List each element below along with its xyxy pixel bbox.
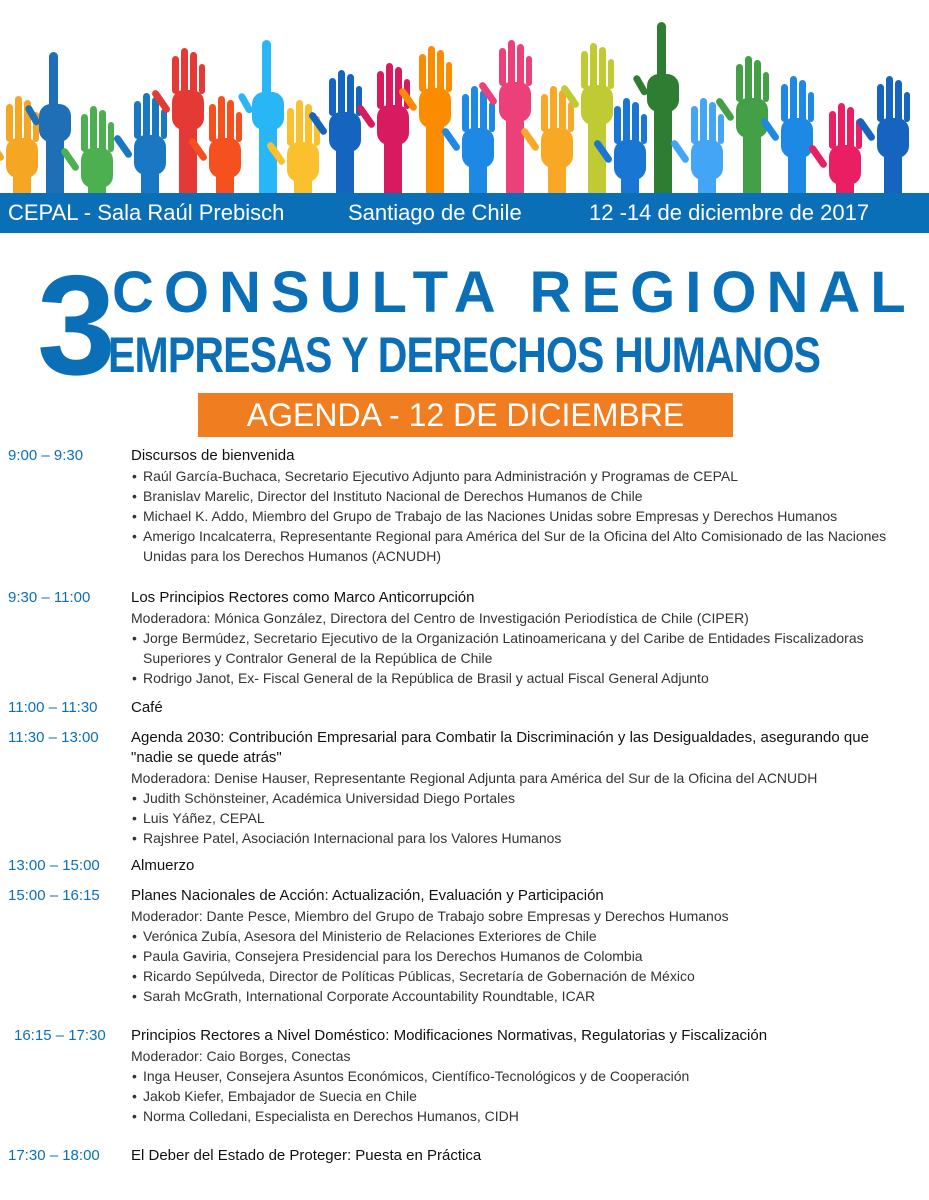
- session-time: 16:15 – 17:30: [14, 1027, 106, 1044]
- speaker-item: • Branislav Marelic, Director del Instituto Nacional de Derechos Humanos de Chile: [131, 486, 911, 506]
- session-content: [131, 856, 911, 876]
- speaker-item: • Luis Yáñez, CEPAL: [131, 808, 911, 828]
- speaker-item: • Jakob Kiefer, Embajador de Suecia en Chile: [131, 1086, 911, 1106]
- session-moderator: Moderador: Caio Borges, Conectas: [131, 1048, 351, 1064]
- speaker-item: • Verónica Zubía, Asesora del Ministerio de Relaciones Exteriores de Chile: [131, 926, 911, 946]
- session-content: [131, 698, 911, 718]
- event-info-bar: [0, 193, 929, 233]
- title-line-1: CONSULTA REGIONAL: [112, 260, 916, 325]
- speaker-item: • Paula Gaviria, Consejera Presidencial para los Derechos Humanos de Colombia: [131, 946, 911, 966]
- edition-number: 3: [37, 246, 112, 405]
- speaker-item: • Judith Schönsteiner, Académica Universidad Diego Portales: [131, 788, 911, 808]
- session-title: Los Principios Rectores como Marco Anticorrupción: [131, 589, 475, 606]
- speaker-list: [131, 466, 911, 566]
- session-time: 9:00 – 9:30: [8, 447, 84, 464]
- session-title: Planes Nacionales de Acción: Actualización, Evaluación y Participación: [131, 887, 604, 904]
- session-title: Discursos de bienvenida: [131, 447, 295, 464]
- raised-hands-banner: [0, 0, 929, 195]
- speaker-item: • Ricardo Sepúlveda, Director de Políticas Públicas, Secretaría de Gobernación de México: [131, 966, 911, 986]
- session-content: [131, 1146, 911, 1166]
- session-time: 13:00 – 15:00: [8, 857, 100, 874]
- speaker-item: • Amerigo Incalcaterra, Representante Regional para América del Sur de la Oficina del Alto Comisionado de las Naciones Unidas para los Derechos Humanos (ACNUDH): [131, 526, 911, 566]
- session-content: [131, 1026, 911, 1126]
- session-title: Café: [131, 699, 163, 716]
- speaker-item: • Rajshree Patel, Asociación Internacional para los Valores Humanos: [131, 828, 911, 848]
- session-content: [131, 588, 911, 688]
- title-line-2: EMPRESAS Y DERECHOS HUMANOS: [108, 327, 821, 383]
- event-venue: CEPAL - Sala Raúl Prebisch: [8, 200, 285, 225]
- session-content: [131, 886, 911, 1006]
- session-time: 11:30 – 13:00: [8, 729, 99, 746]
- speaker-list: [131, 1066, 911, 1126]
- speaker-item: • Inga Heuser, Consejera Asuntos Económicos, Científico-Tecnológicos y de Cooperación: [131, 1066, 911, 1086]
- session-content: [131, 446, 911, 566]
- speaker-item: • Rodrigo Janot, Ex- Fiscal General de la República de Brasil y actual Fiscal General Adjunto: [131, 668, 911, 688]
- speaker-list: [131, 788, 911, 848]
- session-title: Almuerzo: [131, 857, 195, 874]
- session-content: [131, 728, 911, 848]
- speaker-list: [131, 628, 911, 688]
- session-title: Agenda 2030: Contribución Empresarial para Combatir la Discriminación y las Desigualdades, asegurando que "nadie se quede atrás": [131, 729, 869, 766]
- event-city: Santiago de Chile: [348, 200, 522, 225]
- speaker-list: [131, 926, 911, 1006]
- session-moderator: Moderador: Dante Pesce, Miembro del Grupo de Trabajo sobre Empresas y Derechos Humanos: [131, 908, 729, 924]
- session-time: 9:30 – 11:00: [8, 589, 91, 606]
- raised-hands-illustration: [0, 0, 929, 195]
- event-dates: 12 -14 de diciembre de 2017: [589, 200, 870, 225]
- speaker-item: • Sarah McGrath, International Corporate Accountability Roundtable, ICAR: [131, 986, 911, 1006]
- speaker-item: • Michael K. Addo, Miembro del Grupo de Trabajo de las Naciones Unidas sobre Empresas y Derechos Humanos: [131, 506, 911, 526]
- session-title: Principios Rectores a Nivel Doméstico: Modificaciones Normativas, Regulatorias y Fiscalización: [131, 1027, 768, 1044]
- session-time: 11:00 – 11:30: [8, 699, 98, 716]
- speaker-item: • Norma Colledani, Especialista en Derechos Humanos, CIDH: [131, 1106, 911, 1126]
- agenda-date-heading: AGENDA - 12 DE DICIEMBRE: [198, 393, 733, 437]
- session-time: 17:30 – 18:00: [8, 1147, 100, 1164]
- session-moderator: Moderadora: Mónica González, Directora del Centro de Investigación Periodística de Chile (CIPER): [131, 610, 749, 626]
- session-title: El Deber del Estado de Proteger: Puesta en Práctica: [131, 1147, 482, 1164]
- speaker-item: • Raúl García-Buchaca, Secretario Ejecutivo Adjunto para Administración y Programas de CEPAL: [131, 466, 911, 486]
- speaker-item: • Jorge Bermúdez, Secretario Ejecutivo de la Organización Latinoamericana y del Caribe de Entidades Fiscalizadoras Superiores y Contralor General de la República de Chile: [131, 628, 911, 668]
- session-moderator: Moderadora: Denise Hauser, Representante Regional Adjunta para América del Sur de la Oficina del ACNUDH: [131, 770, 818, 786]
- session-time: 15:00 – 16:15: [8, 887, 100, 904]
